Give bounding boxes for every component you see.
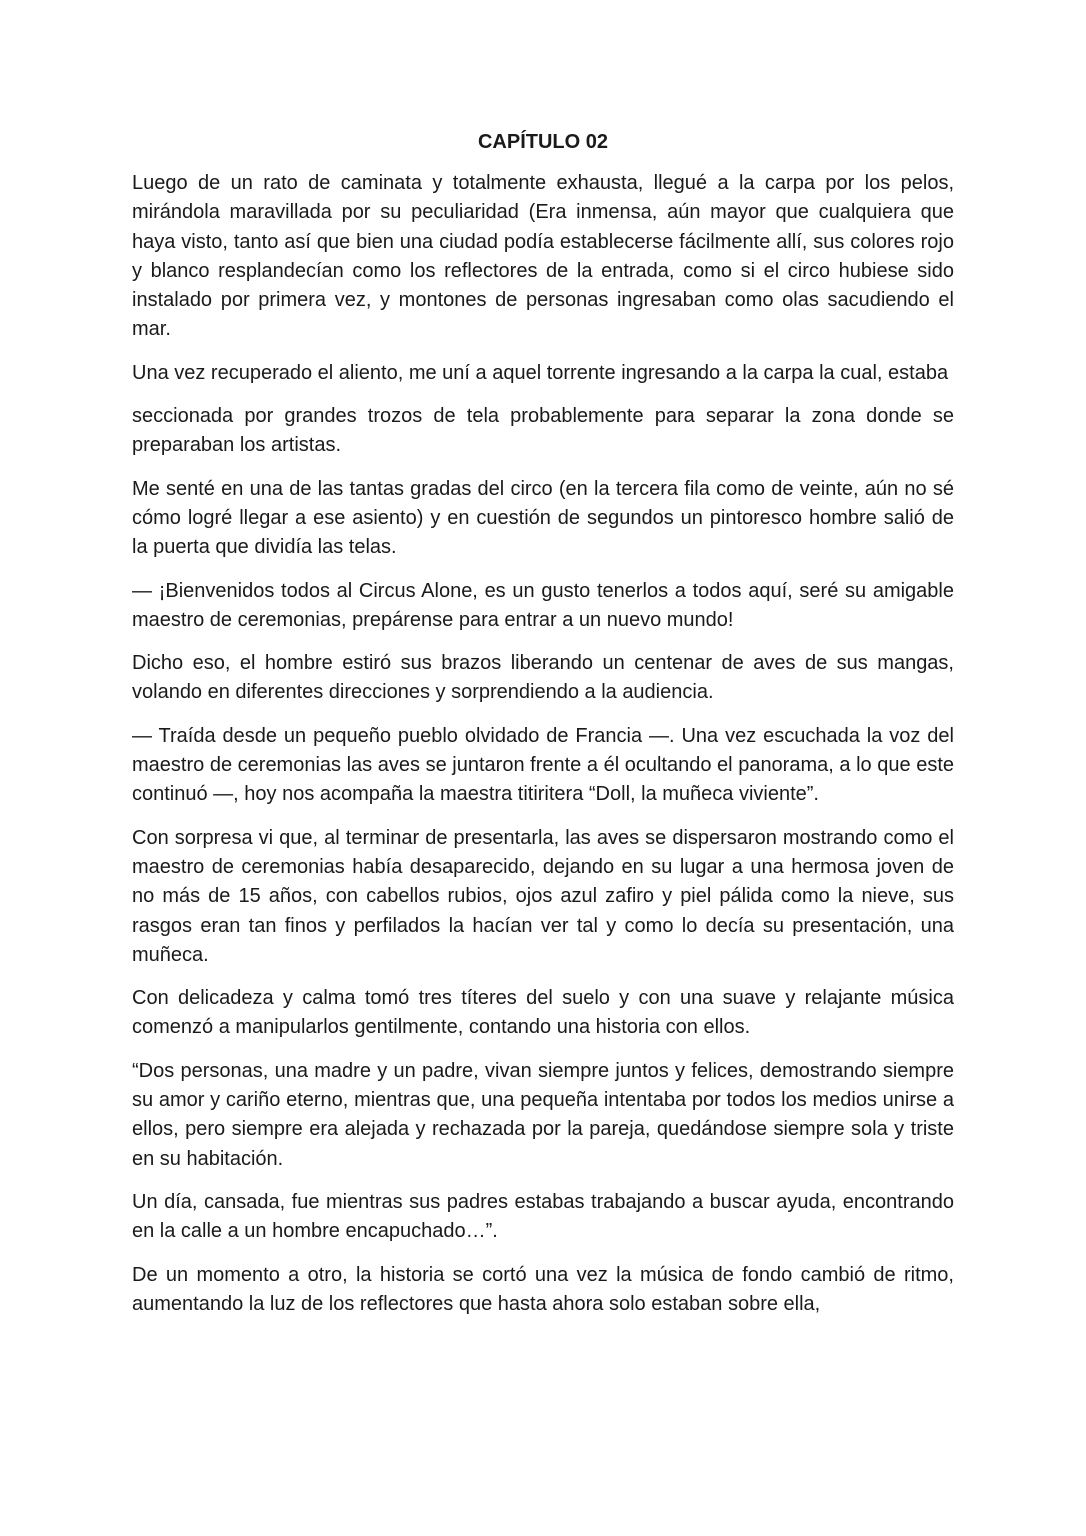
paragraph-2: Una vez recuperado el aliento, me uní a aquel torrente ingresando a la carpa la cual, estaba bbox=[132, 361, 949, 384]
paragraph-12: De un momento a otro, la historia se cortó una vez la música de fondo cambió de ritmo, aumentando la luz de los reflectores que hasta ahora solo estaban sobre ella, bbox=[132, 1263, 954, 1315]
paragraph-6: Dicho eso, el hombre estiró sus brazos liberando un centenar de aves de sus mangas, volando en diferentes direcciones y sorprendiendo a la audiencia. bbox=[132, 652, 954, 704]
paragraph-9: Con delicadeza y calma tomó tres títeres del suelo y con una suave y relajante música comenzó a manipularlos gentilmente, contando una historia con ellos. bbox=[132, 987, 954, 1039]
paragraph-11: Un día, cansada, fue mientras sus padres estabas trabajando a buscar ayuda, encontrando en la calle a un hombre encapuchado…”. bbox=[132, 1190, 954, 1243]
paragraph-1: Luego de un rato de caminata y totalmente exhausta, llegué a la carpa por los pelos, mirándola maravillada por su peculiaridad (Era inmensa, aún mayor que cualquiera que haya visto, tanto así que bien una ciudad podía establecerse fácilmente allí, sus colores rojo y blanco resplandecían como los reflectores de la entrada, como si el circo hubiese sido instalado por primera vez, y montones de personas ingresaban como olas sacudiendo el mar. bbox=[132, 172, 954, 341]
paragraph-3: seccionada por grandes trozos de tela probablemente para separar la zona donde se preparaban los artistas. bbox=[132, 405, 954, 457]
document-body bbox=[132, 128, 954, 1333]
paragraph-5: — ¡Bienvenidos todos al Circus Alone, es un gusto tenerlos a todos aquí, seré su amigable maestro de ceremonias, prepárense para entrar a un nuevo mundo! bbox=[132, 579, 954, 631]
chapter-title: CAPÍTULO 02 bbox=[477, 131, 609, 153]
paragraph-8: Con sorpresa vi que, al terminar de presentarla, las aves se dispersaron mostrando como el maestro de ceremonias había desaparecido, dejando en su lugar a una hermosa joven de no más de 15 años, con cabellos rubios, ojos azul zafiro y piel pálida como la nieve, sus rasgos eran tan finos y perfilados la hacían ver tal y como lo decía su presentación, una muñeca. bbox=[132, 826, 954, 966]
paragraph-4: Me senté en una de las tantas gradas del circo (en la tercera fila como de veinte, aún no sé cómo logré llegar a ese asiento) y en cuestión de segundos un pintoresco hombre salió de la puerta que dividía las telas. bbox=[132, 477, 954, 559]
paragraph-7: — Traída desde un pequeño pueblo olvidado de Francia —. Una vez escuchada la voz del maestro de ceremonias las aves se juntaron frente a él ocultando el panorama, a lo que este continuó —, hoy nos acompaña la maestra titiritera “Doll, la muñeca viviente”. bbox=[132, 724, 954, 806]
paragraph-10: “Dos personas, una madre y un padre, vivan siempre juntos y felices, demostrando siempre su amor y cariño eterno, mientras que, una pequeña intentaba por todos los medios unirse a ellos, pero siempre era alejada y rechazada por la pareja, quedándose siempre sola y triste en su habitación. bbox=[132, 1059, 954, 1170]
